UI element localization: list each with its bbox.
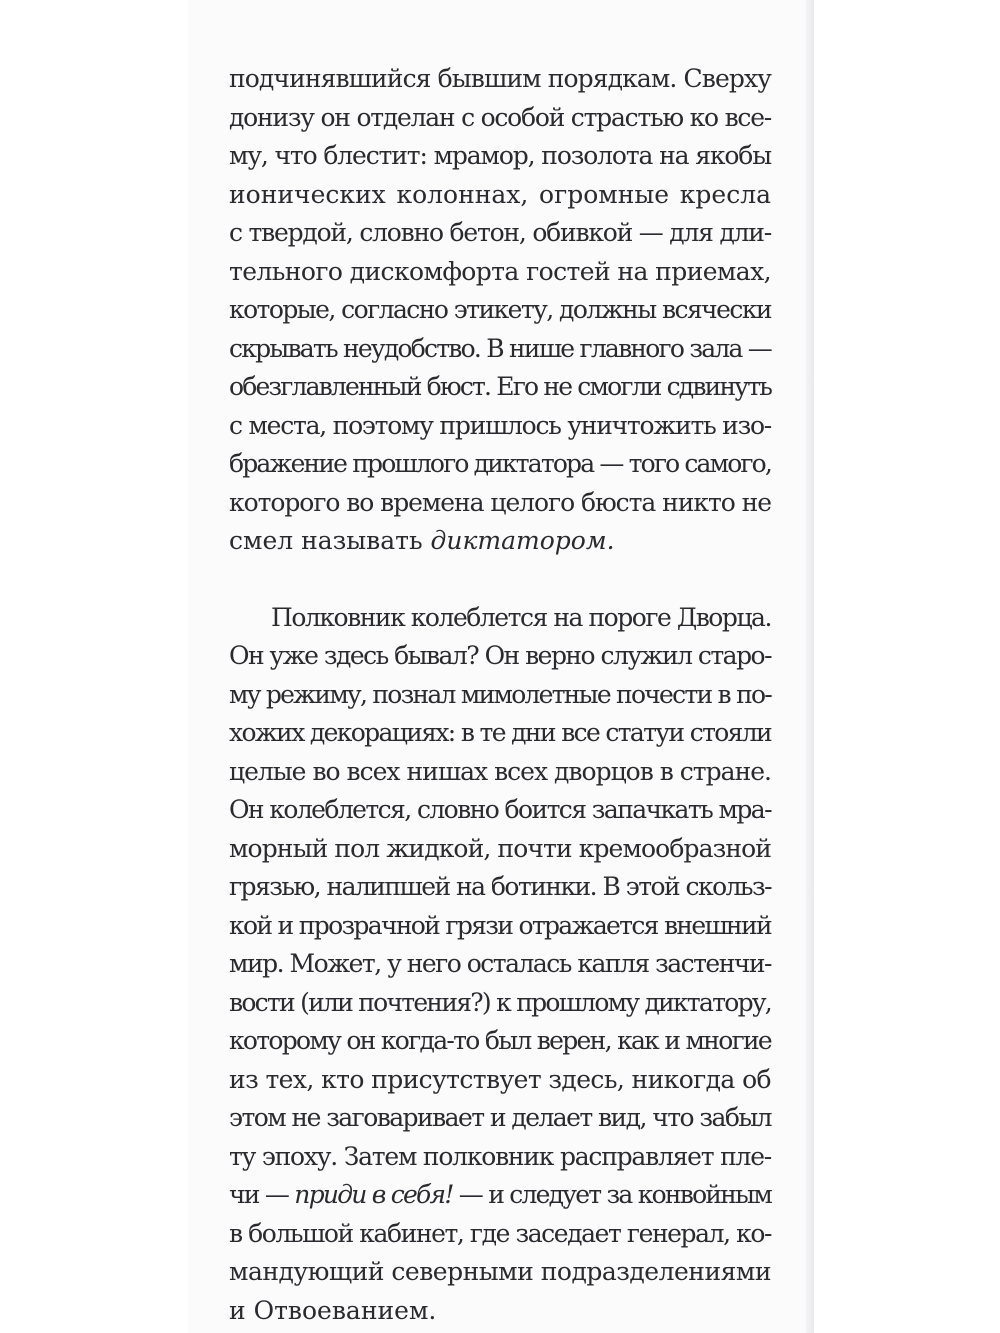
paragraph-1 xyxy=(229,60,771,561)
text-line: которые, согласно этикету, должны всячески xyxy=(229,295,771,324)
text-line: му режиму, познал мимолетные почести в по- xyxy=(229,679,771,709)
text-line: обезглавленный бюст. Его не смогли сдвинуть xyxy=(229,372,771,401)
text-line: тельного дискомфорта гостей на приемах, xyxy=(229,256,771,286)
text-line: кой и прозрачной грязи отражается внешний xyxy=(229,910,771,940)
text-line: мандующий северными подразделениями xyxy=(229,1257,771,1286)
text-line: которого во времена целого бюста никто не xyxy=(229,487,771,517)
text-line: бражение прошлого диктатора — того самого, xyxy=(229,449,771,478)
text-line: скрывать неудобство. В нише главного зала — xyxy=(229,333,771,363)
text-line: которому он когда-то был верен, как и многие xyxy=(229,1026,771,1055)
text-line: ту эпоху. Затем полковник расправляет пле- xyxy=(229,1141,771,1171)
text-line: му, что блестит: мрамор, позолота на якобы xyxy=(229,141,771,170)
text-run: чи — xyxy=(229,1180,295,1209)
text-line: ионических колоннах, огромные кресла xyxy=(229,179,771,209)
text-line: донизу он отделан с особой страстью ко все- xyxy=(229,102,771,132)
text-line: грязью, налипшей на ботинки. В этой скольз- xyxy=(229,872,771,901)
italic-text: приди в себя! xyxy=(294,1180,453,1209)
text-line: с места, поэтому пришлось уничтожить изо- xyxy=(229,410,771,440)
text-run: — и следует за конвойным xyxy=(452,1180,771,1209)
text-line: с твердой, словно бетон, обивкой — для дли- xyxy=(229,218,771,247)
text-line xyxy=(229,1176,771,1215)
italic-text: диктатором. xyxy=(430,526,615,555)
text-line: мир. Может, у него осталась капля застенчи- xyxy=(229,949,771,978)
body-text xyxy=(229,60,771,1330)
text-line: из тех, кто присутствует здесь, никогда об xyxy=(229,1064,771,1094)
text-line: вости (или почтения?) к прошлому диктатору, xyxy=(229,987,771,1017)
text-run: смел называть xyxy=(229,526,431,555)
text-line xyxy=(229,522,771,561)
text-line: целые во всех нишах всех дворцов в стране. xyxy=(229,756,771,786)
text-line: хожих декорациях: в те дни все статуи стояли xyxy=(229,718,771,747)
text-line: в большой кабинет, где заседает генерал, ко- xyxy=(229,1218,771,1248)
text-line: подчинявшийся бывшим порядкам. Сверху xyxy=(229,64,771,93)
text-line: Он колеблется, словно боится запачкать мра- xyxy=(229,795,771,824)
text-line: и Отвоеванием. xyxy=(229,1295,437,1325)
text-line: Полковник колеблется на пороге Дворца. xyxy=(271,602,771,632)
page-edge xyxy=(806,0,814,1333)
text-line: морный пол жидкой, почти кремообразной xyxy=(229,833,771,863)
paragraph-2 xyxy=(229,599,771,1331)
paragraph-gap xyxy=(229,561,771,599)
text-line: этом не заговаривает и делает вид, что забыл xyxy=(229,1103,771,1132)
text-line: Он уже здесь бывал? Он верно служил старо- xyxy=(229,641,771,670)
